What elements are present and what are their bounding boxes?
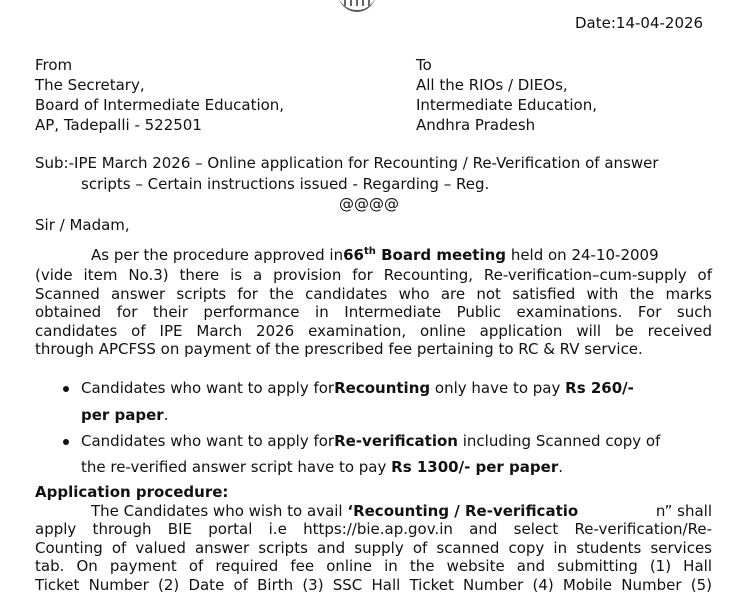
text-run: the re-verified answer script have to pay <box>81 458 392 476</box>
bullet-dot <box>63 439 69 445</box>
board-meeting-label: Board meeting <box>375 246 507 264</box>
text-run: The Candidates who wish to avail <box>91 502 348 520</box>
ordinal-suffix: th <box>363 246 376 257</box>
text-run: only have to pay <box>430 379 566 397</box>
paragraph-1-line: obtained for their performance in Intermediate Public examinations. For such <box>35 303 712 321</box>
to-line: Intermediate Education, <box>416 96 597 114</box>
salutation: Sir / Madam, <box>35 216 130 234</box>
per-paper-label: per paper <box>81 406 164 424</box>
bullet-2-line-1 <box>81 432 660 450</box>
bullet-1-line-1 <box>81 379 634 397</box>
subject-line-1: Sub:-IPE March 2026 – Online application for Recounting / Re-Verification of answer <box>35 154 659 172</box>
paragraph-1-line: candidates of IPE March 2026 examination, online application will be received <box>35 322 712 340</box>
to-line: Andhra Pradesh <box>416 116 536 134</box>
procedure-line: Ticket Number (2) Date of Birth (3) SSC Hall Ticket Number (4) Mobile Number (5) <box>35 576 712 594</box>
reverification-fee: Rs 1300/- per paper <box>391 458 559 476</box>
text-run: Candidates who want to apply for <box>81 432 335 450</box>
text-run: Candidates who want to apply for <box>81 379 335 397</box>
procedure-line: tab. On payment of required fee online in the website and submitting (1) Hall <box>35 557 712 575</box>
paragraph-1-line: Scanned answer scripts for the candidates who are not satisfied with the marks <box>35 285 712 303</box>
to-block <box>416 55 597 135</box>
separator: @@@@ <box>339 195 399 213</box>
text-run: . <box>163 406 169 424</box>
procedure-line: apply through BIE portal i.e https://bie.ap.gov.in and select Re-verification/Re- <box>35 520 712 538</box>
procedure-line: Counting of valued answer scripts and supply of scanned copy in students services <box>35 539 712 557</box>
from-block <box>35 55 284 135</box>
bullet-1-line-2 <box>81 406 168 424</box>
reverification-label: Re-verification <box>334 432 458 450</box>
procedure-heading: Application procedure: <box>35 483 229 501</box>
paragraph-1-line-1 <box>91 246 659 264</box>
from-line: Board of Intermediate Education, <box>35 96 285 114</box>
subject-line-2: scripts – Certain instructions issued - Regarding – Reg. <box>81 175 490 193</box>
letter-date: Date:14-04-2026 <box>575 14 704 32</box>
meeting-number: 66 <box>343 246 364 264</box>
text-run: n” shall <box>655 502 712 520</box>
bullet-2-line-2 <box>81 458 563 476</box>
service-name: ‘Recounting / Re-verificatio <box>347 502 579 520</box>
recounting-label: Recounting <box>334 379 431 397</box>
paragraph-1-line: (vide item No.3) there is a provision for Recounting, Re-verification–cum-supply of <box>35 266 712 284</box>
to-line: All the RIOs / DIEOs, <box>416 76 568 94</box>
bullet-dot <box>63 386 69 392</box>
text-run: held on 24-10-2009 <box>506 246 659 264</box>
text-run: . <box>558 458 563 476</box>
from-line: AP, Tadepalli - 522501 <box>35 116 202 134</box>
paragraph-1-line: through APCFSS on payment of the prescribed fee pertaining to RC & RV service. <box>35 340 643 358</box>
procedure-line-1 <box>91 501 712 521</box>
text-run: As per the procedure approved in <box>91 246 344 264</box>
from-label: From <box>35 56 73 74</box>
to-label: To <box>416 56 432 74</box>
recounting-fee: Rs 260/- <box>565 379 634 397</box>
text-run: including Scanned copy of <box>457 432 661 450</box>
from-line: The Secretary, <box>35 76 145 94</box>
board-seal-fragment <box>338 0 376 12</box>
